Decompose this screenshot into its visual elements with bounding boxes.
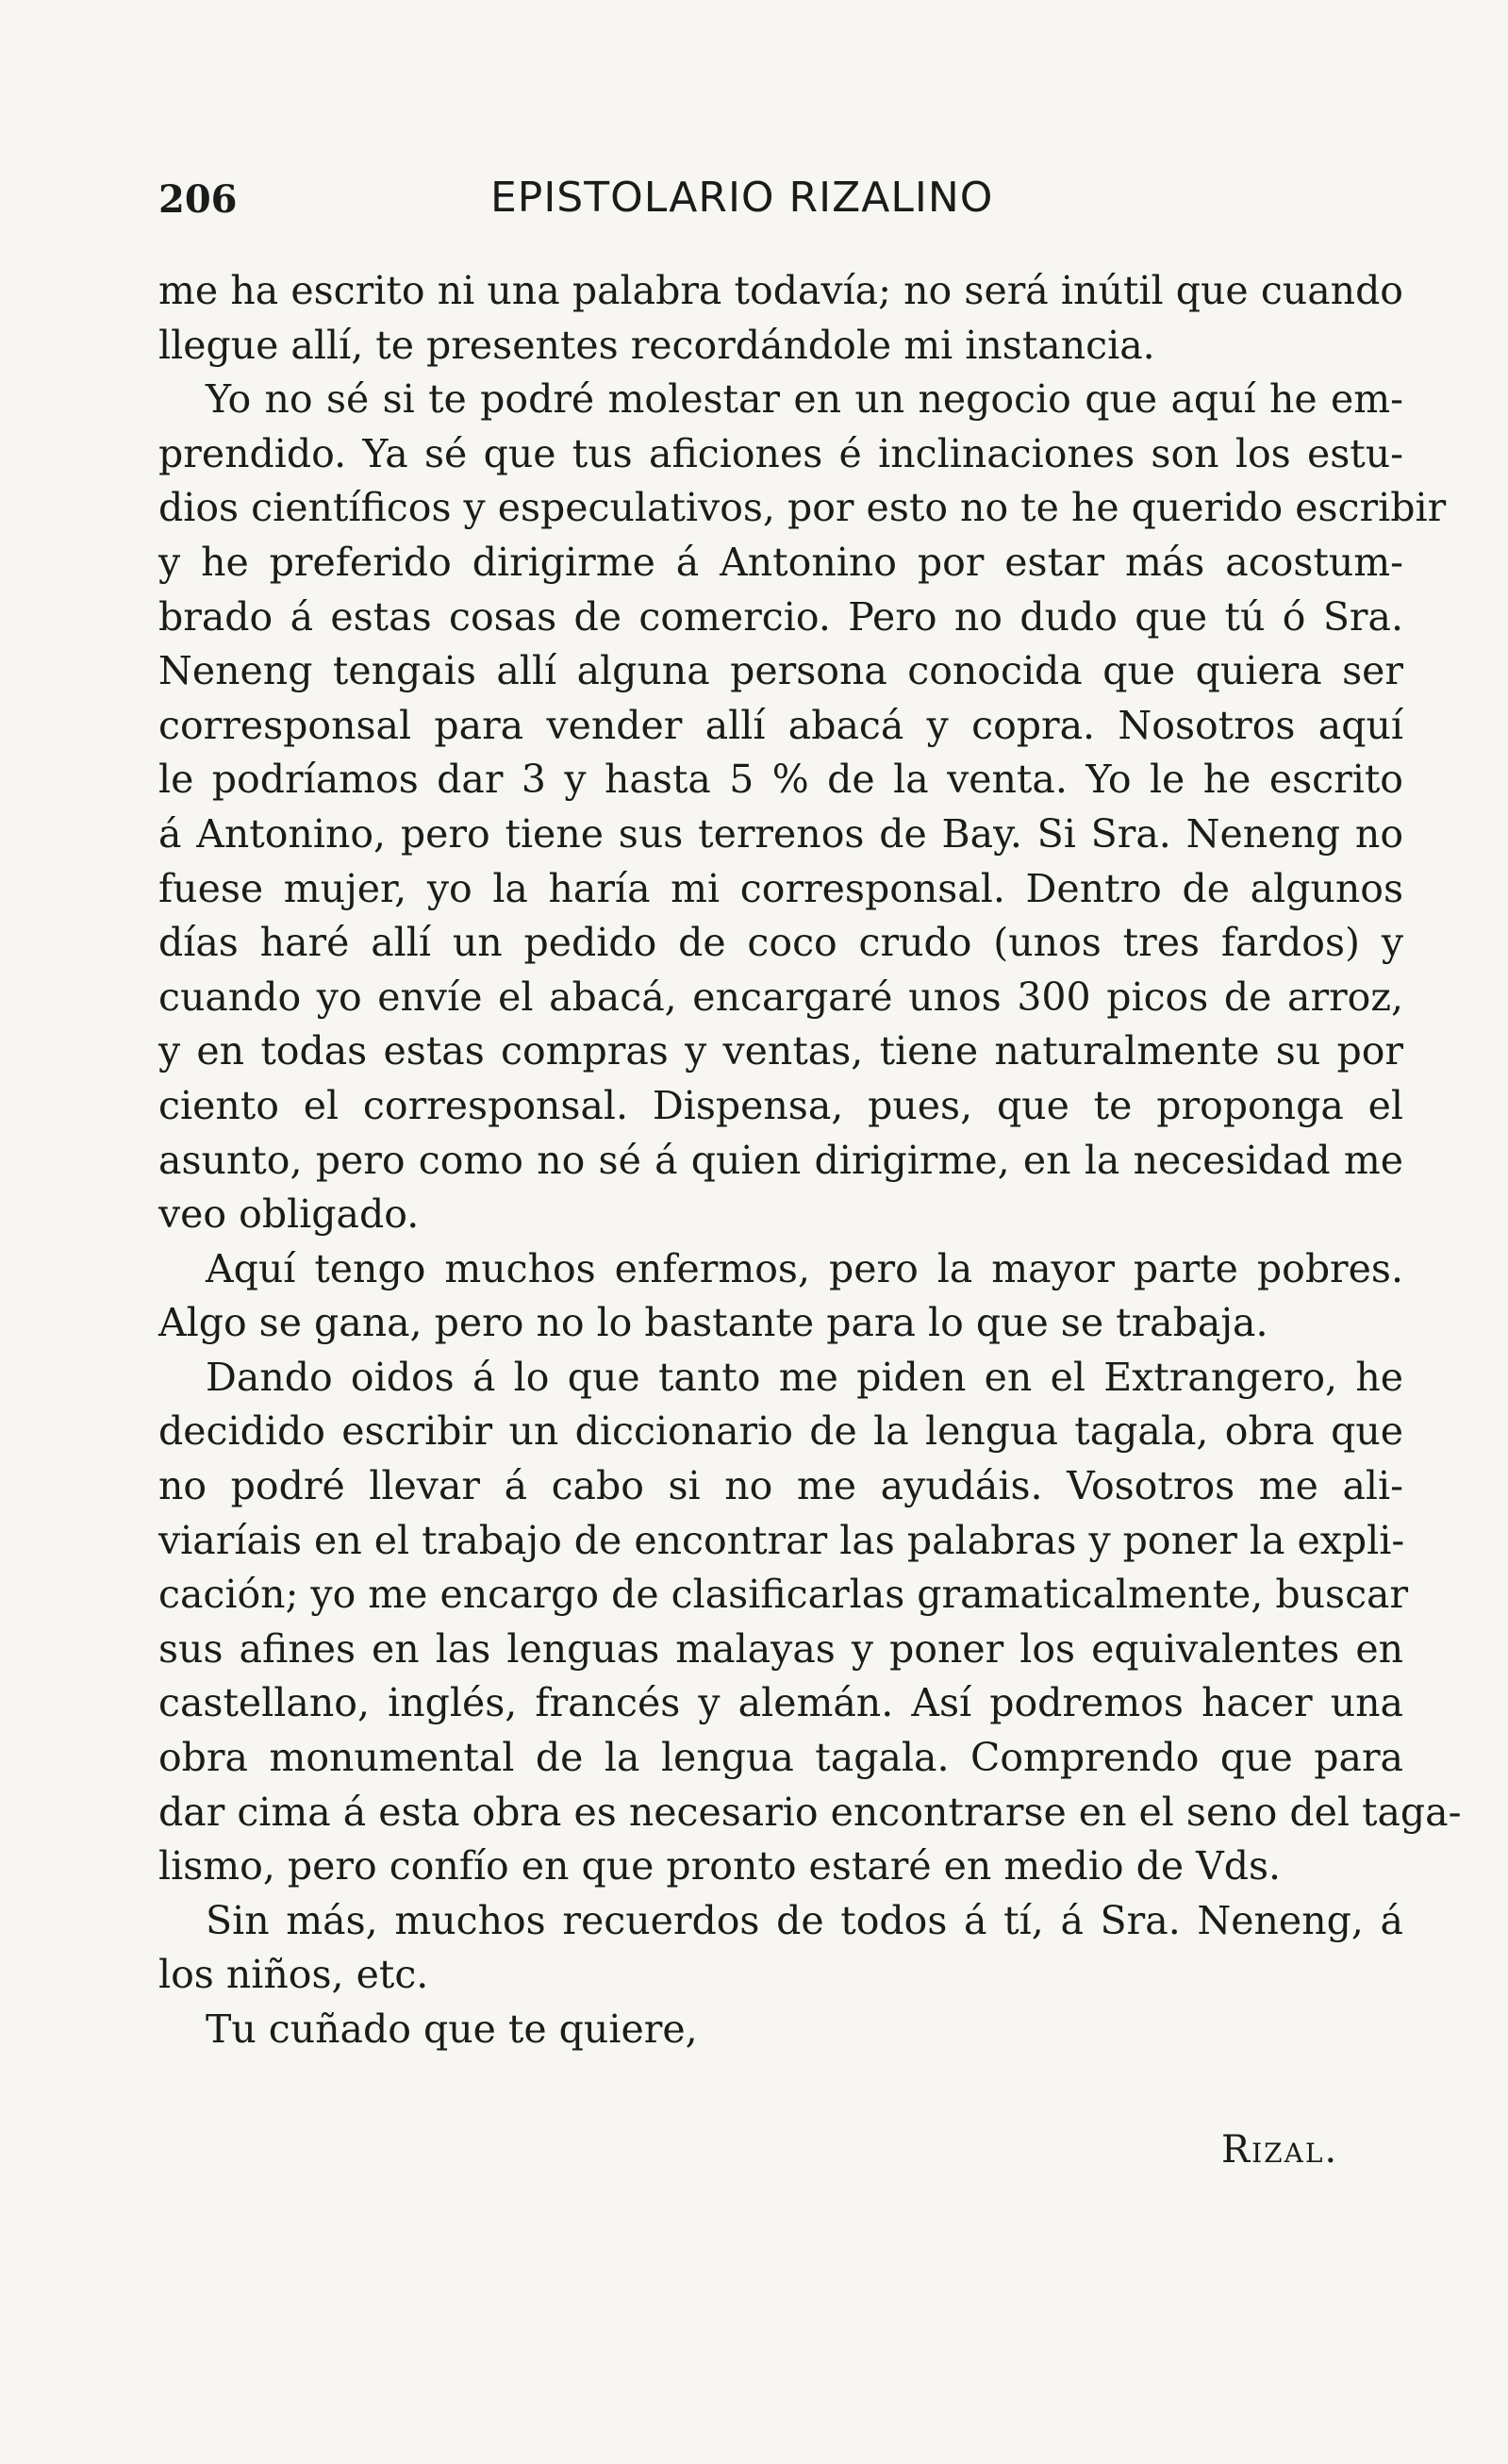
text-line: decidido escribir un diccionario de la lengua tagala, obra que [158,1408,1403,1455]
text-line: y he preferido dirigirme á Antonino por estar más acostum- [158,539,1403,585]
text-line: Aquí tengo muchos enfermos, pero la mayor parte pobres. [206,1245,1403,1291]
text-line: no podré llevar á cabo si no me ayudáis. Vosotros me ali- [158,1463,1403,1509]
text-line: sus afines en las lenguas malayas y poner los equivalentes en [158,1625,1403,1672]
text-line: Tu cuñado que te quiere, [206,2006,698,2052]
text-line: me ha escrito ni una palabra todavía; no será inútil que cuando [158,268,1403,313]
text-line: veo obligado. [158,1191,420,1238]
running-title: EPISTOLARIO RIZALINO [490,174,994,222]
text-line: días haré allí un pedido de coco crudo (unos tres fardos) y [158,920,1403,966]
text-line: asunto, pero como no sé á quien dirigirme, en la necesidad me [158,1137,1403,1183]
text-line: dios científicos y especulativos, por esto no te he querido escribir [158,485,1447,531]
text-line: castellano, inglés, francés y alemán. Así podremos hacer una [158,1680,1403,1726]
text-line: cuando yo envíe el abacá, encargaré unos 300 picos de arroz, [158,974,1403,1020]
text-line: los niños, etc. [158,1952,429,1998]
text-line: viaríais en el trabajo de encontrar las palabras y poner la expli- [158,1517,1405,1563]
text-line: llegue allí, te presentes recordándole mi instancia. [158,322,1155,368]
text-line: fuese mujer, yo la haría mi corresponsal. Dentro de algunos [158,865,1403,911]
text-line: Yo no sé si te podré molestar en un negocio que aquí he em- [206,376,1403,423]
text-line: dar cima á esta obra es necesario encontrarse en el seno del taga- [158,1789,1462,1835]
text-line: lismo, pero confío en que pronto estaré en medio de Vds. [158,1843,1282,1890]
text-line: prendido. Ya sé que tus aficiones é inclinaciones son los estu- [158,430,1403,476]
text-line: corresponsal para vender allí abacá y copra. Nosotros aquí [158,702,1403,748]
page-number: 206 [158,177,238,222]
text-line: Neneng tengais allí alguna persona conocida que quiera ser [158,648,1403,694]
text-line: Dando oidos á lo que tanto me piden en el Extrangero, he [206,1354,1403,1400]
letter-body [158,264,1462,2057]
text-line: le podríamos dar 3 y hasta 5 % de la venta. Yo le he escrito [158,757,1403,803]
page-header [158,174,1102,234]
signature: Rizal. [1221,2128,1339,2172]
text-line: Sin más, muchos recuerdos de todos á tí, á Sra. Neneng, á [206,1897,1403,1943]
text-line: á Antonino, pero tiene sus terrenos de Bay. Si Sra. Neneng no [158,810,1403,857]
text-line: cación; yo me encargo de clasificarlas gramaticalmente, buscar [158,1572,1409,1618]
text-line: brado á estas cosas de comercio. Pero no dudo que tú ó Sra. [158,593,1403,640]
text-line: ciento el corresponsal. Dispensa, pues, que te proponga el [158,1082,1403,1128]
text-line: obra monumental de la lengua tagala. Comprendo que para [158,1735,1403,1781]
text-line: y en todas estas compras y ventas, tiene naturalmente su por [158,1028,1403,1074]
text-line: Algo se gana, pero no lo bastante para lo que se trabaja. [158,1300,1268,1346]
